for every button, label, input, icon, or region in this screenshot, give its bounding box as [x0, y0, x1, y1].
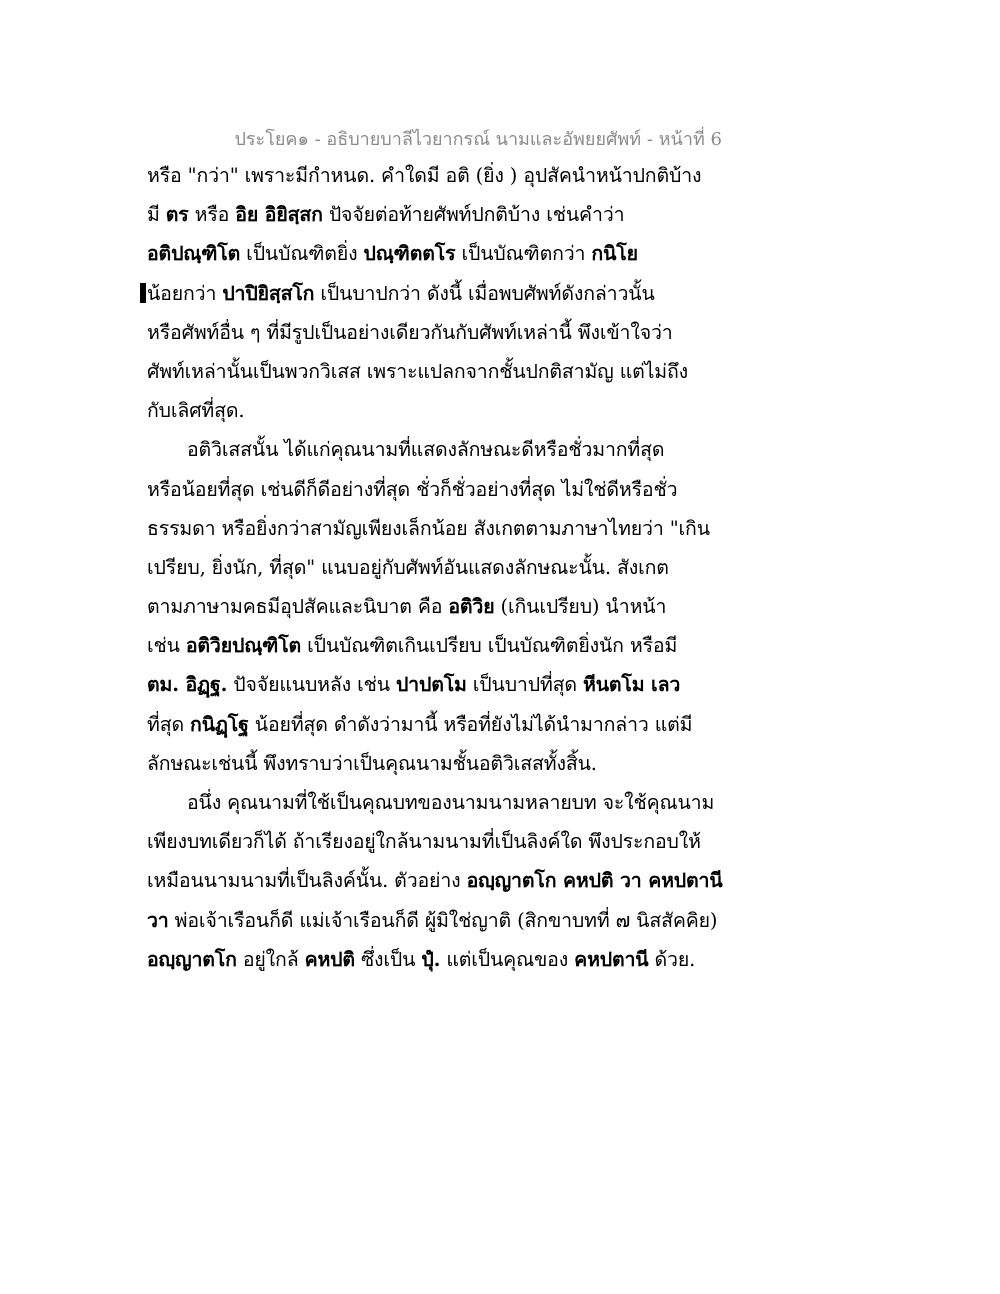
- text-line-9: [147, 470, 717, 509]
- text-line-11: [147, 548, 717, 587]
- body-text: [147, 156, 723, 979]
- text-line-20: [147, 901, 717, 940]
- text-span: หรือ "กว่า" เพราะมีกำหนด. คำใดมี อติ (ยิ่ง ) อุปสัคนำหน้าปกติบ้าง: [147, 164, 702, 187]
- pali-term: หีนตโม เลว: [582, 673, 681, 697]
- text-line-7: [147, 391, 717, 430]
- text-span: หรือน้อยที่สุด เช่นดีก็ดีอย่างที่สุด ชั่วก็ชั่วอย่างที่สุด ไม่ใช่ดีหรือชั่ว: [147, 477, 678, 501]
- text-span: พ่อเจ้าเรือนก็ดี แม่เจ้าเรือนก็ดี ผู้มิใช่ญาติ (สิกขาบทที่ ๗ นิสสัคคิย): [168, 908, 718, 932]
- text-span: ปัจจัยต่อท้ายศัพท์ปกติบ้าง เช่นคำว่า: [322, 203, 625, 227]
- text-line-6: [147, 352, 717, 391]
- text-line-15: [147, 705, 717, 744]
- text-line-10: [147, 509, 717, 548]
- pali-term: ปาปิยิสฺสโก: [222, 281, 315, 305]
- page-header: ประโยค๑ - อธิบายบาลีไวยากรณ์ นามและอัพยยศัพท์ - หน้าที่ 6: [234, 129, 722, 150]
- text-span: เปรียบ, ยิ่งนัก, ที่สุด" แนบอยู่กับศัพท์อันแสดงลักษณะนั้น. สังเกต: [147, 555, 669, 579]
- text-line-8: [147, 430, 717, 469]
- text-span: อติวิเสสนั้น ได้แก่คุณนามที่แสดงลักษณะดีหรือชั่วมากที่สุด: [187, 438, 665, 462]
- text-line-3: [147, 234, 717, 273]
- pali-term: อติวิยปณฺฑิโต: [185, 634, 302, 658]
- cursor-marker: [140, 283, 146, 303]
- text-line-17: [147, 783, 717, 822]
- text-span: แต่เป็นคุณของ: [440, 947, 575, 971]
- text-span: ซึ่งเป็น: [354, 947, 422, 971]
- text-span: ตามภาษามคธมีอุปสัคและนิบาต คือ: [147, 595, 449, 619]
- text-line-5: [147, 313, 717, 352]
- text-span: ลักษณะเช่นนี้ พึงทราบว่าเป็นคุณนามชั้นอติวิเสสทั้งสิ้น.: [147, 751, 597, 775]
- text-span: ธรรมดา หรือยิ่งกว่าสามัญเพียงเล็กน้อย สังเกตตามภาษาไทยว่า "เกิน: [147, 516, 710, 540]
- text-span: น้อยที่สุด ดำดังว่ามานี้ หรือที่ยังไม่ได้นำมากล่าว แต่มี: [248, 712, 693, 736]
- text-line-14: [147, 665, 717, 704]
- text-line-18: [147, 822, 717, 861]
- text-line-13: [147, 626, 717, 665]
- text-line-4: [140, 274, 717, 313]
- text-span: ด้วย.: [648, 947, 696, 971]
- pali-term: ตม. อิฏฺฐ.: [147, 673, 228, 697]
- text-span: น้อยกว่า: [147, 281, 223, 305]
- text-span: เช่น: [147, 634, 186, 658]
- text-span: ที่สุด: [147, 712, 191, 736]
- text-line-2: [147, 195, 717, 234]
- text-span: กับเลิศที่สุด.: [147, 399, 245, 423]
- text-line-16: [147, 744, 717, 783]
- pali-term: กนิโย: [591, 242, 638, 266]
- text-line-1: [147, 156, 717, 195]
- text-line-12: [147, 587, 717, 626]
- text-span: เป็นบัณฑิตยิ่ง: [240, 242, 364, 266]
- text-line-19: [147, 861, 723, 900]
- pali-term: อญฺญาตโก: [147, 947, 237, 971]
- pali-term: คหปตานี: [574, 947, 649, 971]
- pali-term: กนิฏฺโฐ: [190, 712, 249, 736]
- text-span: (เกินเปรียบ) นำหน้า: [494, 595, 667, 619]
- text-span: หรือศัพท์อื่น ๆ ที่มีรูปเป็นอย่างเดียวกันกับศัพท์เหล่านี้ พึงเข้าใจว่า: [147, 320, 673, 344]
- pali-term: อติวิย: [448, 595, 495, 619]
- text-span: เพียงบทเดียวก็ได้ ถ้าเรียงอยู่ใกล้นามนามที่เป็นลิงค์ใด พึงประกอบให้: [147, 830, 701, 854]
- pali-term: ปณฺฑิตตโร: [363, 242, 456, 266]
- text-span: ปัจจัยแนบหลัง เช่น: [227, 673, 396, 697]
- text-span: ศัพท์เหล่านั้นเป็นพวกวิเสส เพราะแปลกจากชั้นปกติสามัญ แต่ไม่ถึง: [147, 359, 689, 383]
- pali-term: วา: [147, 908, 169, 932]
- text-span: เป็นบาปที่สุด: [466, 673, 583, 697]
- text-span: เหมือนนามนามที่เป็นลิงค์นั้น. ตัวอย่าง: [147, 869, 467, 893]
- pali-term: อติปณฺฑิโต: [147, 242, 241, 266]
- text-span: อนึ่ง คุณนามที่ใช้เป็นคุณบทของนามนามหลายบท จะใช้คุณนาม: [187, 791, 715, 814]
- text-span: อยู่ใกล้: [236, 947, 305, 971]
- text-span: เป็นบัณฑิตกว่า: [455, 242, 592, 266]
- pali-term: ตร: [165, 203, 189, 227]
- text-span: หรือ: [188, 203, 236, 227]
- pali-term: ปุํ.: [421, 947, 441, 971]
- pali-term: ปาปตโม: [395, 673, 467, 697]
- text-span: มี: [147, 203, 166, 227]
- text-span: เป็นบาปกว่า ดังนี้ เมื่อพบศัพท์ดังกล่าวนั้น: [314, 281, 655, 305]
- text-line-21: [147, 940, 717, 979]
- text-span: เป็นบัณฑิตเกินเปรียบ เป็นบัณฑิตยิ่งนัก หรือมี: [301, 634, 678, 658]
- pali-term: อญฺญาตโก คหปติ วา คหปตานี: [466, 869, 723, 893]
- pali-term: อิย อิยิสฺสก: [235, 203, 323, 227]
- pali-term: คหปติ: [304, 947, 355, 971]
